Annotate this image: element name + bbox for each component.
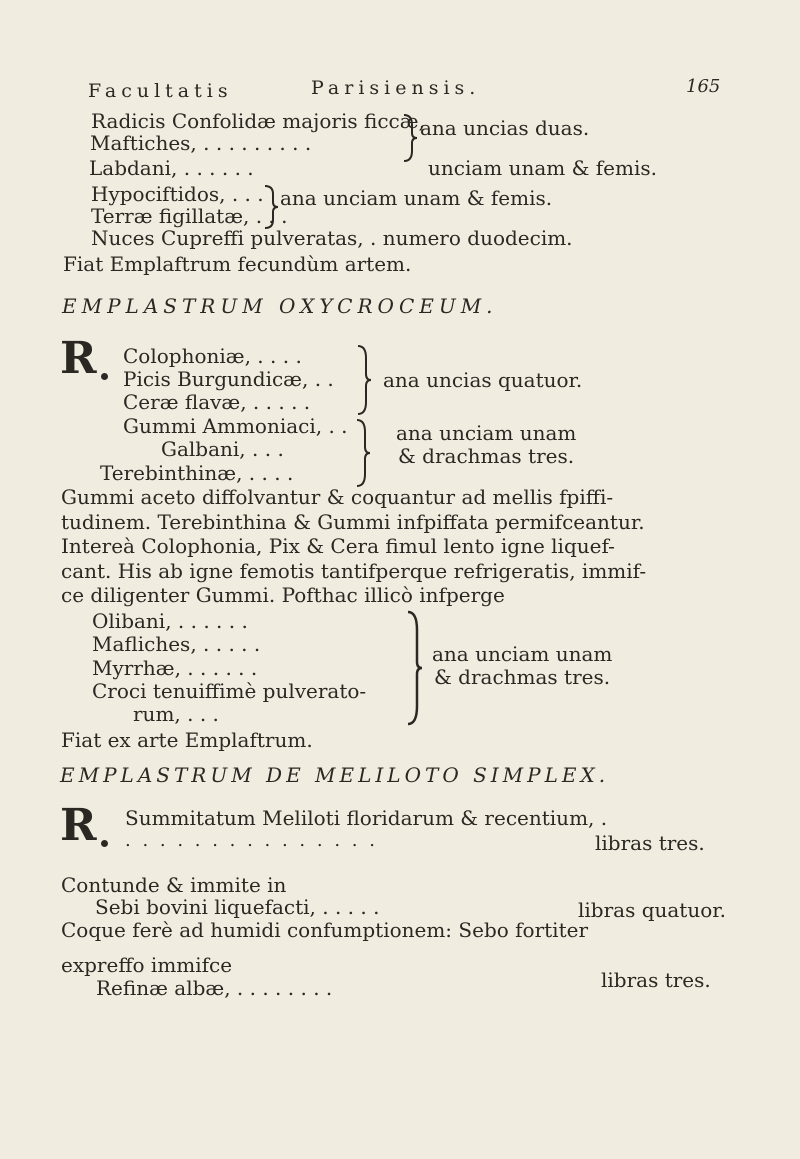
brace-icon <box>356 344 372 416</box>
recipe-symbol-dot <box>101 373 108 380</box>
dose-text: ana uncias quatuor. <box>383 368 583 392</box>
text-line: Refinæ albæ, . . . . . . . . <box>96 976 333 1000</box>
text-line: Colophoniæ, . . . . <box>123 344 302 368</box>
paragraph-line: Coque ferè ad humidi confumptionem: Sebo fortiter <box>61 918 589 942</box>
paragraph-line: tudinem. Terebinthina & Gummi infpiffata permifceantur. <box>61 510 645 534</box>
text-line: expreffo immifce <box>61 953 233 977</box>
text-line: Galbani, . . . <box>161 437 284 461</box>
text-line: Picis Burgundicæ, . . <box>123 367 334 391</box>
text-line: Croci tenuiffimè pulverato- <box>92 679 367 703</box>
text-line: Contunde & immite in <box>61 873 287 897</box>
text-line: Fiat ex arte Emplaftrum. <box>61 728 313 752</box>
text-line: Myrrhæ, . . . . . . <box>92 656 258 680</box>
text-line: Sebi bovini liquefacti, . . . . . <box>95 895 380 919</box>
recipe-symbol-dot <box>101 840 108 847</box>
recipe-symbol: R <box>60 333 97 384</box>
page-number: 165 <box>686 76 721 97</box>
dose-text: libras quatuor. <box>578 898 726 922</box>
text-line: Gummi Ammoniaci, . . <box>123 414 348 438</box>
paragraph-line: cant. His ab igne femotis tantifperque refrigeratis, immif- <box>61 559 647 583</box>
paragraph-line: ce diligenter Gummi. Pofthac illicò infperge <box>61 583 505 607</box>
text-line: Mafliches, . . . . . <box>92 632 261 656</box>
dose-text: ana unciam unam <box>396 421 577 445</box>
running-head-left: Facultatis <box>88 80 233 102</box>
brace-icon <box>406 610 424 726</box>
dotted-leader: . . . . . . . . . . . . . . . <box>125 830 378 851</box>
dose-text: libras tres. <box>601 968 711 992</box>
text-line: Terebinthinæ, . . . . <box>100 461 294 485</box>
text-line: Terræ figillatæ, . . . <box>91 204 288 228</box>
section-title: EMPLASTRUM DE MELILOTO SIMPLEX. <box>60 763 610 787</box>
text-line: Ceræ flavæ, . . . . . <box>123 390 311 414</box>
text-line: Hypociftidos, . . . <box>91 182 264 206</box>
text-line: Maftiches, . . . . . . . . . <box>90 131 312 155</box>
dose-text: ana uncias duas. <box>420 116 590 140</box>
dose-text: libras tres. <box>595 831 705 855</box>
text-line: Radicis Confolidæ majoris ficcæ, <box>91 109 425 133</box>
text-line: Nuces Cupreffi pulveratas, . numero duodecim. <box>91 226 573 250</box>
dose-text: unciam unam & femis. <box>428 156 657 180</box>
dose-text: & drachmas tres. <box>434 665 611 689</box>
paragraph-line: Gummi aceto diffolvantur & coquantur ad mellis fpiffi- <box>61 485 614 509</box>
text-line: rum, . . . <box>133 702 219 726</box>
text-line: Olibani, . . . . . . <box>92 609 248 633</box>
dose-text: ana unciam unam & femis. <box>280 186 553 210</box>
brace-icon <box>355 418 371 488</box>
brace-icon <box>402 113 418 163</box>
text-line: Summitatum Meliloti floridarum & recentium, . <box>125 806 608 830</box>
paragraph-line: Intereà Colophonia, Pix & Cera fimul lento igne liquef- <box>61 534 615 558</box>
recipe-symbol: R <box>60 800 97 851</box>
text-line: Fiat Emplaftrum fecundùm artem. <box>63 252 412 276</box>
section-title: EMPLASTRUM OXYCROCEUM. <box>62 294 498 318</box>
dose-text: ana unciam unam <box>432 642 613 666</box>
running-head-right: Parisiensis. <box>311 77 481 99</box>
text-line: Labdani, . . . . . . <box>89 156 254 180</box>
dose-text: & drachmas tres. <box>398 444 575 468</box>
